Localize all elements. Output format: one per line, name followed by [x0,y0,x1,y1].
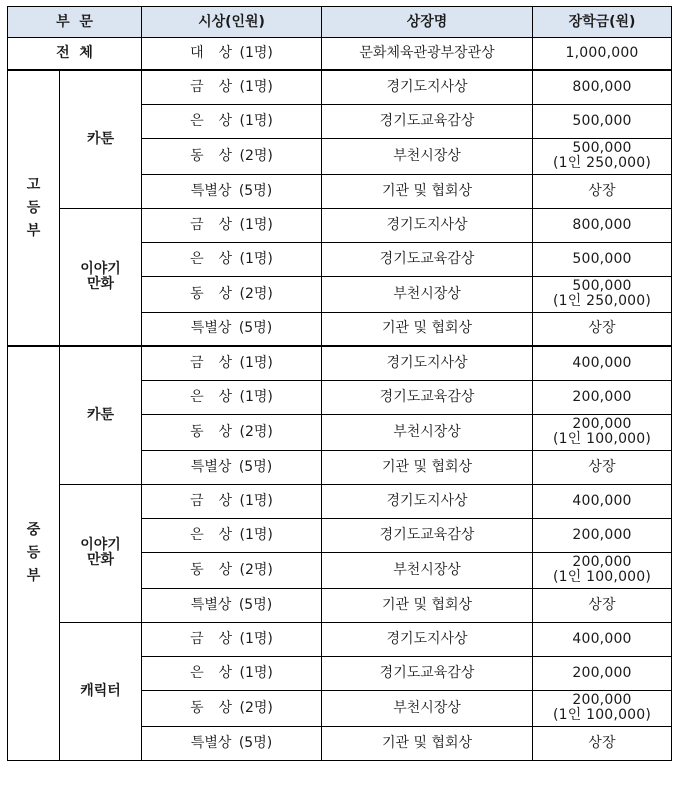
overall-award-name: 문화체육관광부장관상 [322,38,533,71]
prize-cell: 금 상 (1명) [142,70,322,104]
scholarship-line: 200,000 [572,388,632,405]
division-label-char: 부 [26,567,41,584]
award-name-cell: 경기도지사상 [322,346,533,380]
category-label-line: 캐릭터 [80,682,121,699]
category-label [60,346,142,484]
category-label-line: 카툰 [86,406,115,423]
division-label-char: 등 [26,544,41,561]
scholarship-line: 800,000 [572,216,632,233]
header-row [8,7,672,38]
prize-cell: 특별상 (5명) [142,588,322,622]
scholarship-line: 상장 [588,320,616,337]
category-label-line: 카툰 [86,130,115,147]
category-label-line: 만화 [86,275,115,292]
award-name-cell: 경기도지사상 [322,622,533,656]
prize-cell: 특별상 (5명) [142,312,322,346]
scholarship-line: 500,000 [572,140,632,156]
scholarship-cell [533,104,672,138]
scholarship-line: 상장 [588,182,616,199]
scholarship-line: 200,000 [572,554,632,570]
scholarship-line: (1인 100,000) [552,431,652,447]
scholarship-line: 상장 [588,458,616,475]
overall-amount: 1,000,000 [533,38,672,71]
prize-cell: 동 상 (2명) [142,276,322,312]
scholarship-cell [533,174,672,208]
table-row [8,70,672,104]
scholarship-line: (1인 100,000) [552,569,652,585]
scholarship-cell [533,484,672,518]
scholarship-line: 200,000 [572,692,632,708]
prize-cell: 은 상 (1명) [142,104,322,138]
award-name-cell: 경기도교육감상 [322,656,533,690]
scholarship-line: 200,000 [572,416,632,432]
scholarship-cell [533,414,672,450]
award-name-cell: 부천시장상 [322,276,533,312]
scholarship-cell [533,312,672,346]
awards-table [7,6,672,761]
scholarship-cell [533,726,672,760]
scholarship-line: 500,000 [572,250,632,267]
scholarship-line: 200,000 [572,526,632,543]
prize-cell: 금 상 (1명) [142,208,322,242]
division-label-char: 부 [26,222,41,239]
award-name-cell: 경기도지사상 [322,484,533,518]
prize-cell: 동 상 (2명) [142,690,322,726]
header-scholarship: 장학금(원) [533,7,672,38]
prize-cell: 금 상 (1명) [142,622,322,656]
category-label [60,622,142,760]
scholarship-line: 400,000 [572,492,632,509]
award-name-cell: 경기도지사상 [322,208,533,242]
scholarship-line: 500,000 [572,112,632,129]
scholarship-cell [533,380,672,414]
prize-cell: 특별상 (5명) [142,726,322,760]
award-name-cell: 기관 및 협회상 [322,174,533,208]
category-label-line: 이야기 [80,260,121,277]
award-name-cell: 부천시장상 [322,552,533,588]
scholarship-cell [533,70,672,104]
scholarship-cell [533,518,672,552]
table-row [8,484,672,518]
scholarship-line: 상장 [588,734,616,751]
prize-cell: 특별상 (5명) [142,174,322,208]
award-name-cell: 경기도교육감상 [322,104,533,138]
category-label-line: 만화 [86,552,115,568]
prize-cell: 은 상 (1명) [142,242,322,276]
award-name-cell: 경기도교육감상 [322,242,533,276]
scholarship-cell [533,588,672,622]
award-name-cell: 기관 및 협회상 [322,312,533,346]
prize-cell: 은 상 (1명) [142,518,322,552]
scholarship-line: 500,000 [572,278,632,294]
division-label-char: 등 [26,199,41,216]
overall-label: 전 체 [8,38,142,71]
prize-cell: 동 상 (2명) [142,138,322,174]
scholarship-cell [533,242,672,276]
scholarship-line: 200,000 [572,664,632,681]
category-label [60,208,142,346]
overall-prize: 대 상 (1명) [142,38,322,71]
table-row [8,346,672,380]
scholarship-line: 400,000 [572,630,632,647]
division-label [8,70,60,346]
prize-cell: 동 상 (2명) [142,552,322,588]
category-label [60,484,142,622]
award-name-cell: 기관 및 협회상 [322,588,533,622]
scholarship-cell [533,656,672,690]
scholarship-cell [533,690,672,726]
scholarship-cell [533,276,672,312]
scholarship-cell [533,622,672,656]
scholarship-line: (1인 100,000) [552,707,652,723]
category-label [60,70,142,208]
prize-cell: 특별상 (5명) [142,450,322,484]
award-name-cell: 부천시장상 [322,138,533,174]
scholarship-cell [533,138,672,174]
scholarship-line: (1인 250,000) [552,155,652,171]
awards-table-wrapper [7,6,672,761]
table-row [8,208,672,242]
table-row [8,622,672,656]
scholarship-cell [533,450,672,484]
scholarship-line: 400,000 [572,354,632,371]
prize-cell: 금 상 (1명) [142,484,322,518]
prize-cell: 동 상 (2명) [142,414,322,450]
category-label-line: 이야기 [80,537,121,553]
scholarship-line: 800,000 [572,78,632,95]
award-name-cell: 경기도교육감상 [322,518,533,552]
award-name-cell: 경기도교육감상 [322,380,533,414]
award-name-cell: 경기도지사상 [322,70,533,104]
prize-cell: 은 상 (1명) [142,656,322,690]
prize-cell: 은 상 (1명) [142,380,322,414]
award-name-cell: 기관 및 협회상 [322,450,533,484]
header-award-name: 상장명 [322,7,533,38]
scholarship-line: 상장 [588,596,616,613]
division-label [8,346,60,760]
header-division: 부 문 [8,7,142,38]
overall-row [8,38,672,71]
scholarship-cell [533,208,672,242]
award-name-cell: 부천시장상 [322,690,533,726]
scholarship-line: (1인 250,000) [552,293,652,309]
prize-cell: 금 상 (1명) [142,346,322,380]
header-prize: 시상(인원) [142,7,322,38]
scholarship-cell [533,552,672,588]
award-name-cell: 부천시장상 [322,414,533,450]
division-label-char: 고 [26,176,41,193]
award-name-cell: 기관 및 협회상 [322,726,533,760]
division-label-char: 중 [26,521,41,538]
scholarship-cell [533,346,672,380]
